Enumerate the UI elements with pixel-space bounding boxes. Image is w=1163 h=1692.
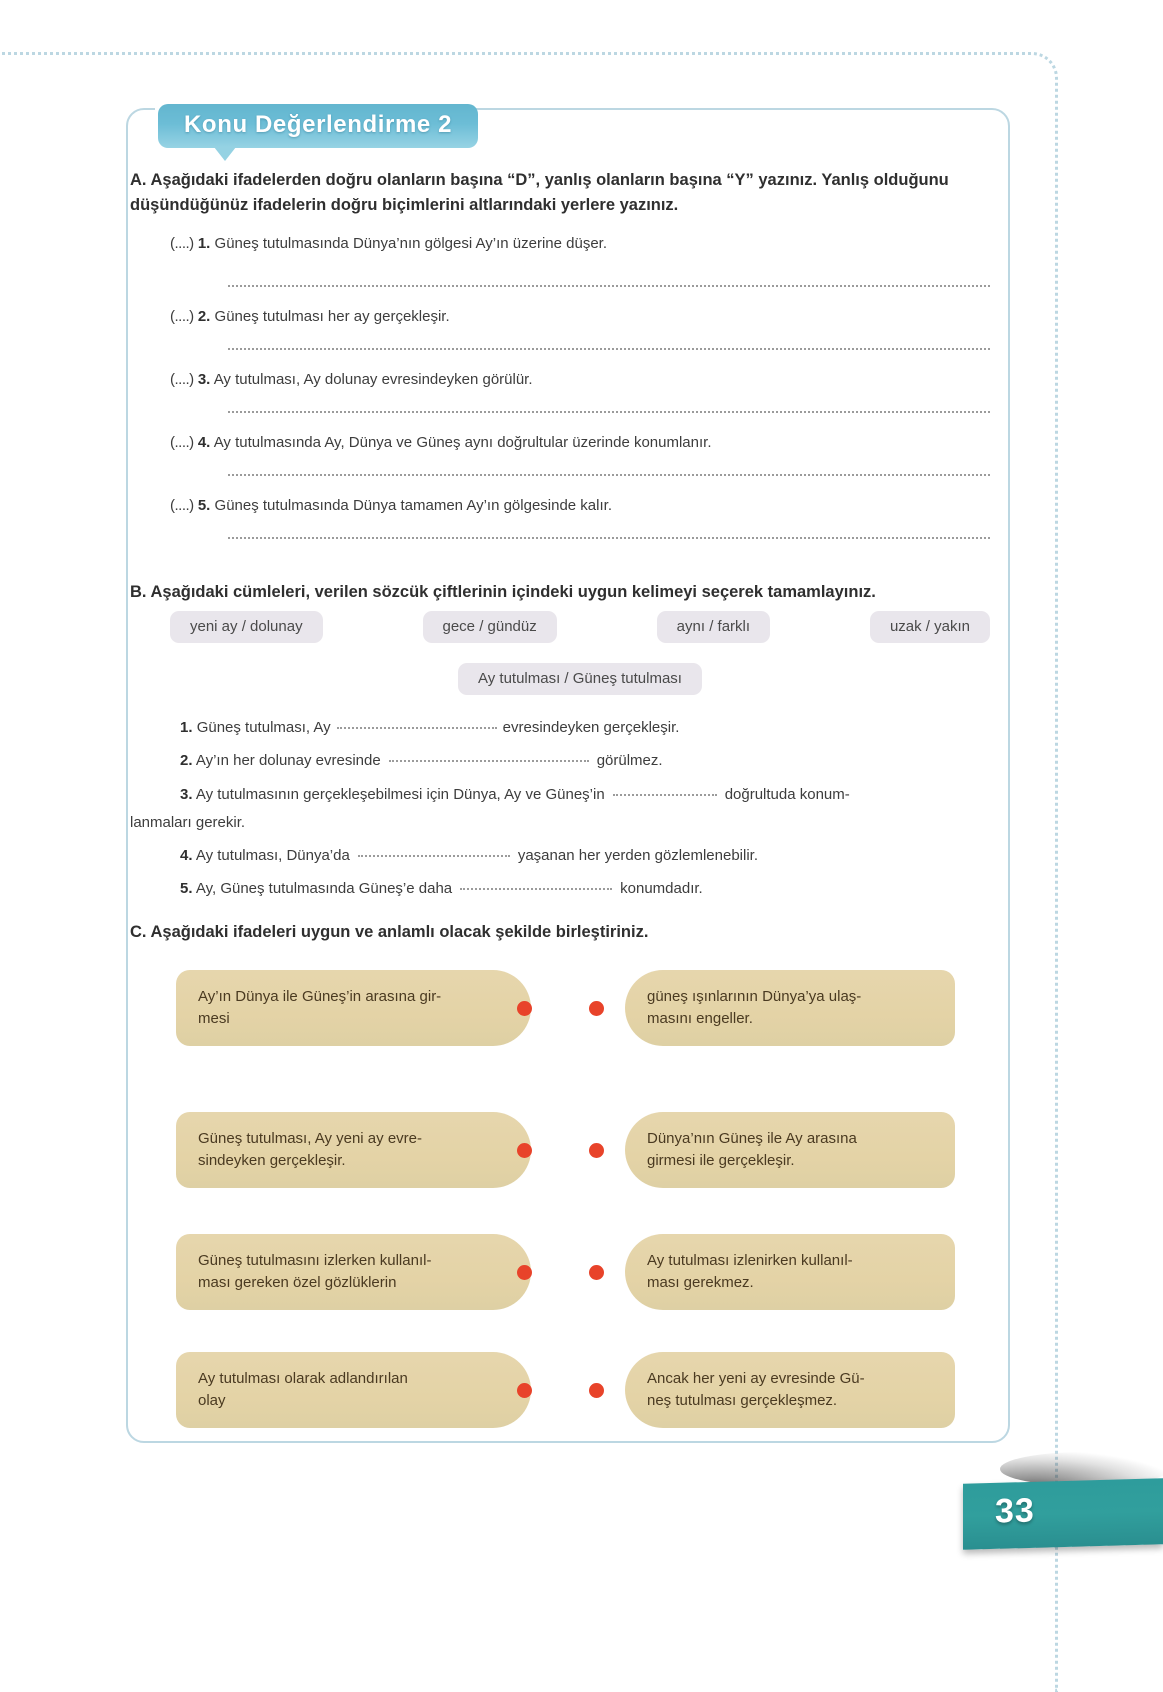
section-b-item [180,784,992,806]
answer-write-line[interactable] [228,285,990,287]
match-connector-dot-left[interactable] [517,1383,532,1398]
item-text-after: evresindeyken gerçekleşir. [502,719,680,736]
fill-in-blank[interactable] [389,760,589,762]
match-connector-dot-right[interactable] [589,1265,604,1280]
match-connector-dot-left[interactable] [517,1143,532,1158]
item-number: 2. [197,308,211,325]
section-b-item [180,878,990,900]
item-text: Güneş tutulması her ay gerçekleşir. [214,308,450,325]
match-item-right[interactable]: Ancak her yeni ay evresinde Gü- neş tutulması gerçekleşmez. [625,1352,955,1428]
section-b-item [180,750,990,772]
item-text-after: yaşanan her yerden gözlemlenebilir. [517,847,758,864]
page-number-ribbon [963,1478,1163,1550]
word-pair-pill[interactable]: uzak / yakın [870,611,990,643]
answer-write-line[interactable] [228,411,990,413]
item-text: Güneş tutulmasında Dünya tamamen Ay’ın gölgesinde kalır. [214,497,612,514]
match-connector-dot-left[interactable] [517,1265,532,1280]
section-b-item-continued: lanmaları gerekir. [130,814,246,831]
match-connector-dot-right[interactable] [589,1001,604,1016]
word-pair-pill[interactable]: Ay tutulması / Güneş tutulması [458,663,702,695]
item-number: 2. [180,752,193,769]
item-text-before: Ay tutulması, Dünya’da [195,847,350,864]
match-connector-dot-left[interactable] [517,1001,532,1016]
item-number: 3. [180,786,193,803]
word-pair-pill[interactable]: gece / gündüz [423,611,557,643]
fill-in-blank[interactable] [358,855,510,857]
match-item-left[interactable]: Güneş tutulmasını izlerken kullanıl- ması gereken özel gözlüklerin [176,1234,531,1310]
answer-write-line[interactable] [228,348,990,350]
item-text-before: Ay, Güneş tutulmasında Güneş’e daha [195,880,453,897]
item-text-before: Ay’ın her dolunay evresinde [195,752,381,769]
section-title-text: Konu Değerlendirme 2 [184,111,453,138]
fill-in-blank[interactable] [613,794,717,796]
match-connector-dot-right[interactable] [589,1143,604,1158]
section-a-item [170,432,990,454]
answer-blank-parenthesis[interactable]: (....) [170,308,194,325]
section-b-item [180,845,990,867]
answer-blank-parenthesis[interactable]: (....) [170,497,194,514]
fill-in-blank[interactable] [460,888,612,890]
item-text-after: görülmez. [596,752,663,769]
item-text-before: Güneş tutulması, Ay [196,719,331,736]
item-text: Ay tutulması, Ay dolunay evresindeyken görülür. [213,371,533,388]
badge-tail-icon [214,147,236,161]
item-number: 3. [197,371,211,388]
item-text-before: Ay tutulmasının gerçekleşebilmesi için Dünya, Ay ve Güneş’in [195,786,605,803]
word-pair-pill[interactable]: aynı / farklı [657,611,770,643]
answer-blank-parenthesis[interactable]: (....) [170,235,194,252]
match-item-left[interactable]: Ay’ın Dünya ile Güneş’in arasına gir- mesi [176,970,531,1046]
item-number: 4. [180,847,193,864]
item-number: 1. [180,719,193,736]
fill-in-blank[interactable] [337,727,497,729]
word-pair-pill-row [170,663,990,695]
answer-write-line[interactable] [228,474,990,476]
item-text: Güneş tutulmasında Dünya’nın gölgesi Ay’ın üzerine düşer. [214,235,607,252]
item-number: 5. [180,880,193,897]
match-connector-dot-right[interactable] [589,1383,604,1398]
match-item-right[interactable]: güneş ışınlarının Dünya’ya ulaş- masını engeller. [625,970,955,1046]
match-item-left[interactable]: Güneş tutulması, Ay yeni ay evre- sindeyken gerçekleşir. [176,1112,531,1188]
item-number: 5. [197,497,211,514]
word-pair-pill[interactable]: yeni ay / dolunay [170,611,323,643]
item-number: 4. [197,434,211,451]
item-text-after: doğrultuda konum- [724,786,850,803]
item-number: 1. [197,235,211,252]
match-item-right[interactable]: Dünya’nın Güneş ile Ay arasına girmesi ile gerçekleşir. [625,1112,955,1188]
page-number: 33 [995,1491,1035,1531]
section-c-heading: C. Aşağıdaki ifadeleri uygun ve anlamlı olacak şekilde birleştiriniz. [130,923,649,941]
item-text: Ay tutulmasında Ay, Dünya ve Güneş aynı doğrultular üzerinde konumlanır. [213,434,712,451]
section-b-item [180,717,990,739]
answer-blank-parenthesis[interactable]: (....) [170,434,194,451]
word-pair-pill-row [170,611,990,643]
match-item-right[interactable]: Ay tutulması izlenirken kullanıl- ması gerekmez. [625,1234,955,1310]
section-title-badge [158,104,478,148]
section-a-item [170,369,990,391]
answer-blank-parenthesis[interactable]: (....) [170,371,194,388]
section-a-heading: A. Aşağıdaki ifadelerden doğru olanların başına “D”, yanlış olanların başına “Y” yazınız. Yanlış olduğunu düşündüğünüz ifadelerin doğru biçimlerini altlarındaki yerlere yazınız. [130,171,949,214]
section-b-heading: B. Aşağıdaki cümleleri, verilen sözcük çiftlerinin içindeki uygun kelimeyi seçerek tamamlayınız. [130,583,876,601]
match-item-left[interactable]: Ay tutulması olarak adlandırılan olay [176,1352,531,1428]
item-text-after: konumdadır. [620,880,703,897]
answer-write-line[interactable] [228,537,990,539]
section-a-item [170,495,990,517]
section-a-item [170,306,990,328]
section-a-item [170,233,990,255]
